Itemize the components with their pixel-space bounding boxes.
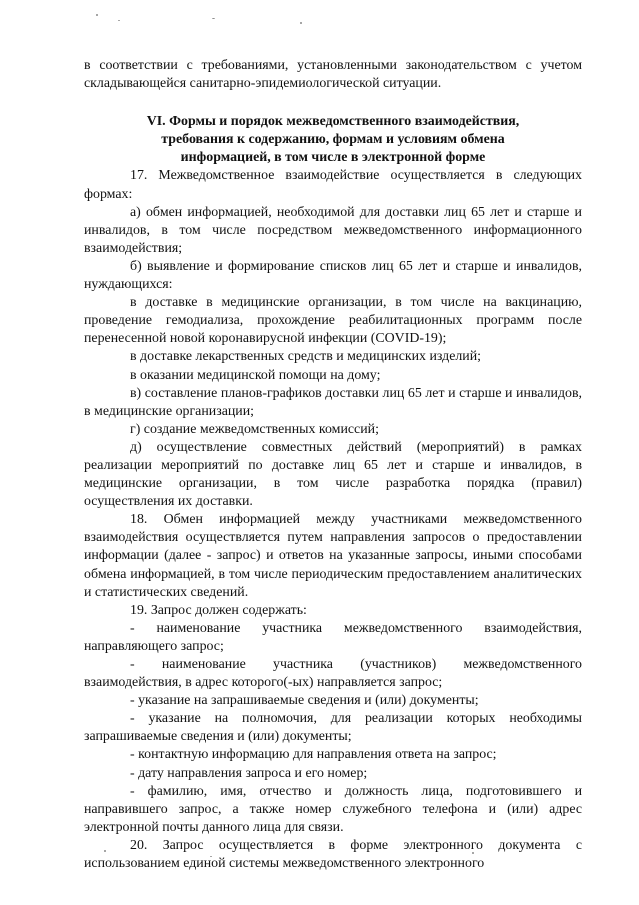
paragraph: - указание на полномочия, для реализации которых необходимы запрашиваемые сведения и (или) документы; [84, 711, 582, 745]
paragraph: в оказании медицинской помощи на дому; [130, 367, 381, 383]
paragraph: - наименование участника (участников) межведомственного взаимодействия, в адрес которого(-ых) направляется запрос; [84, 657, 582, 691]
paragraph: в доставке лекарственных средств и медицинских изделий; [130, 349, 482, 365]
paragraph: 20. Запрос осуществляется в форме электронного документа с использованием единой системы межведомственного электронного [84, 837, 582, 872]
paragraph: 19. Запрос должен содержать: [130, 602, 307, 618]
paragraph: б) выявление и формирование списков лиц 65 лет и старше и инвалидов, нуждающихся: [84, 258, 582, 293]
paragraph: в доставке в медицинские организации, в том числе на вакцинацию, проведение гемодиализа, прохождение реабилитационных программ после перенесенной новой коронавирусной инфекции (COVID-19); [84, 295, 582, 347]
paragraph: - наименование участника межведомственного взаимодействия, направляющего запрос; [84, 620, 582, 654]
paragraph: г) создание межведомственных комиссий; [130, 421, 379, 437]
paragraph: - фамилию, имя, отчество и должность лица, подготовившего и направившего запрос, а также номер служебного телефона и (или) адрес электронной почты данного лица для связи. [84, 783, 582, 835]
section-heading-line: VI. Формы и порядок межведомственного взаимодействия, [146, 114, 520, 130]
scan-speck [300, 22, 302, 24]
top-fragment: в соответствии с требованиями, установленными законодательством с учетом складывающейся санитарно-эпидемиологической ситуации. [84, 58, 582, 92]
paragraph: 17. Межведомственное взаимодействие осуществляется в следующих формах: [84, 168, 582, 202]
paragraph: 18. Обмен информацией между участниками межведомственного взаимодействия осуществляется путем направления запросов о предоставлении информации (далее - запрос) и ответов на указанные запросы, иными способами обмена информацией, в том числе периодическим предоставлением аналитических и статистических сведений. [84, 512, 582, 600]
paragraph: - дату направления запроса и его номер; [130, 765, 368, 781]
paragraph: а) обмен информацией, необходимой для доставки лиц 65 лет и старше и инвалидов, в том числе посредством межведомственного информационного взаимодействия; [84, 204, 582, 256]
scan-speck [96, 14, 98, 16]
document-body [84, 57, 582, 873]
section-heading [84, 113, 582, 167]
scan-speck [212, 18, 215, 19]
section-heading-line: информацией, в том числе в электронной форме [180, 150, 486, 166]
paragraph: в) составление планов-графиков доставки лиц 65 лет и старше и инвалидов, в медицинские организации; [84, 385, 582, 419]
paragraph: д) осуществление совместных действий (мероприятий) в рамках реализации мероприятий по доставке лиц 65 лет и старше и инвалидов, в медицинские организации, в том числе разработка порядка (правил) осуществления их доставки. [84, 439, 582, 510]
section-heading-line: требования к содержанию, формам и условиям обмена [161, 132, 505, 148]
paragraph: - контактную информацию для направления ответа на запрос; [130, 747, 497, 763]
scan-speck [118, 20, 120, 21]
paragraph: - указание на запрашиваемые сведения и (или) документы; [130, 693, 479, 709]
